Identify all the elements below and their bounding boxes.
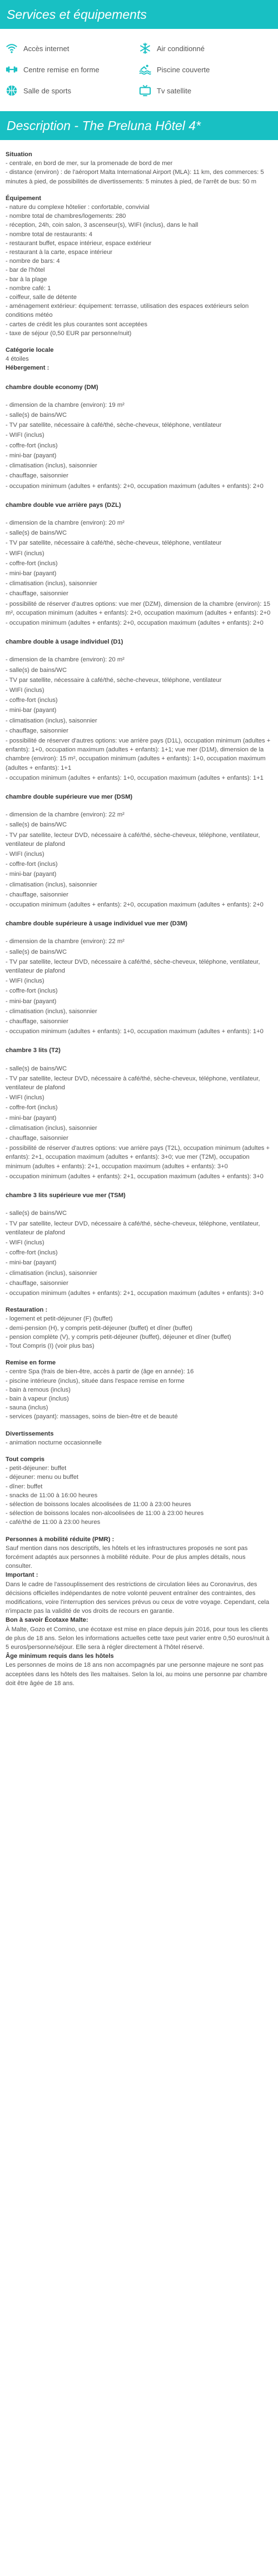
description-title: Description - The Preluna Hôtel 4* (7, 118, 201, 133)
list-item: - restaurant buffet, espace intérieur, espace extérieur (6, 240, 152, 247)
room-title: chambre double à usage individuel (D1) (6, 639, 123, 646)
room-features (6, 519, 272, 627)
section-title: Remise en forme (6, 1359, 56, 1367)
room-features (6, 937, 272, 1036)
list-item: - mini-bar (payant) (6, 998, 57, 1005)
room-title: chambre double supérieure vue mer (DSM) (6, 793, 133, 800)
amenity-internet (6, 42, 139, 54)
list-item: - occupation minimum (adultes + enfants): 1+0, occupation maximum (adultes + enfants): 1+0 (6, 1028, 264, 1035)
amenity-label: Accès internet (23, 44, 70, 53)
list-item: - animation nocturne occasionnelle (6, 1439, 102, 1446)
list-item: - bar de l'hôtel (6, 267, 45, 274)
list-item: - TV par satellite, nécessaire à café/thé, sèche-cheveux, téléphone, ventilateur (6, 540, 222, 547)
line-list (6, 1464, 272, 1527)
list-item: - climatisation (inclus), saisonnier (6, 1124, 97, 1132)
list-item: - café/thé de 11:00 à 23:00 heures (6, 1519, 101, 1526)
amenity-label: Centre remise en forme (23, 65, 100, 74)
list-item: - dimension de la chambre (environ): 20 m² (6, 656, 125, 664)
list-item: - bar à la plage (6, 276, 47, 283)
rooms-list (6, 383, 272, 1298)
line-list (6, 1367, 272, 1421)
list-item: - coffre-fort (inclus) (6, 1249, 58, 1257)
list-item: - WIFI (inclus) (6, 978, 44, 985)
amenity-tv (139, 84, 272, 97)
list-item: - occupation minimum (adultes + enfants): 1+0, occupation maximum (adultes + enfants): 1+1 (6, 774, 264, 781)
amenity-fitness (6, 63, 139, 76)
list-item: - centre Spa (frais de bien-être, accès à partir de (âge en année): 16 (6, 1368, 194, 1376)
services-header (0, 0, 278, 29)
list-item: - TV par satellite, nécessaire à café/thé, sèche-cheveux, téléphone, ventilateur (6, 422, 222, 429)
section-title: Bon à savoir Écotaxe Malte: (6, 1617, 88, 1624)
room-title: chambre double supérieure à usage individuel vue mer (D3M) (6, 920, 188, 928)
wifi-icon (6, 42, 18, 54)
list-item: - WIFI (inclus) (6, 686, 44, 694)
section-title: Âge minimum requis dans les hôtels (6, 1653, 114, 1660)
list-item: - restaurant à la carte, espace intérieur (6, 249, 113, 256)
list-item: - dîner: buffet (6, 1483, 43, 1490)
room-features (6, 401, 272, 491)
list-item: - TV par satellite, lecteur DVD, nécessaire à café/thé, sèche-cheveux, téléphone, ventilateur, ventilateur de plafond (6, 958, 260, 975)
list-item: - TV par satellite, nécessaire à café/thé, sèche-cheveux, téléphone, ventilateur (6, 676, 222, 684)
category-value: 4 étoiles (6, 356, 29, 363)
list-item: - pension complète (V), y compris petit-déjeuner (buffet), déjeuner et dîner (buffet) (6, 1333, 231, 1341)
section-title: Important : (6, 1572, 38, 1579)
amenity-label: Tv satellite (157, 86, 192, 95)
line-list (6, 1438, 272, 1447)
list-item: - distance (environ) : de l'aéroport Malta International Airport (MLA): 11 km, des commerces: 5 minutes à pied, de possibilités de divertissements: 5 minutes à pied, de l'arrêt de bus: 50 m (6, 169, 264, 185)
list-item: - taxe de séjour (0,50 EUR par personne/nuit) (6, 330, 132, 337)
amenity-label: Salle de sports (23, 86, 71, 95)
room-title: chambre 3 lits supérieure vue mer (TSM) (6, 1192, 126, 1199)
list-item: - mini-bar (payant) (6, 871, 57, 878)
list-item: - salle(s) de bains/WC (6, 948, 67, 955)
list-item: - coffre-fort (inclus) (6, 560, 58, 567)
list-item: - snacks de 11:00 à 16:00 heures (6, 1492, 98, 1499)
description-header (0, 111, 278, 140)
section-pmr (6, 1535, 272, 1688)
list-item: - piscine intérieure (inclus), située dans l'espace remise en forme (6, 1377, 185, 1384)
list-item: - salle(s) de bains/WC (6, 1210, 67, 1217)
list-item: - possibilité de réserver d'autres options: vue arrière pays (T2L), occupation minimum (adultes + enfants): 2+1, occupation maximum (adultes + enfants): 3+0; vue mer (T2M), occupation minimum (adultes + enfants): 2+1, occupation maximum (adultes + enfants): 3+0 (6, 1145, 270, 1170)
section-title: Équipement (6, 195, 42, 202)
amenity-sports (6, 84, 139, 97)
list-item: - TV par satellite, lecteur DVD, nécessaire à café/thé, sèche-cheveux, téléphone, ventilateur, ventilateur de plafond (6, 831, 260, 848)
room-block (6, 919, 272, 1036)
list-item: - occupation minimum (adultes + enfants): 2+0, occupation maximum (adultes + enfants): 2+0 (6, 482, 264, 490)
list-item: - chauffage, saisonnier (6, 1279, 68, 1287)
pmr-text: Sauf mention dans nos descriptifs, les hôtels et les infrastructures proposés ne sont pas forcément adaptés aux personnes à mobilité réduite. Pour de plus amples détails, nous consulter. (6, 1544, 248, 1570)
list-item: - services (payant): massages, soins de bien-être et de beauté (6, 1413, 178, 1421)
ecotaxe-text: À Malte, Gozo et Comino, une écotaxe est mise en place depuis juin 2016, pour tous les clients de plus de 18 ans. Selon les informations actuelles cette taxe peut varier entre 0,50 euros/nuit à 5 euros/personne/séjour. Elle sera à régler directement à l'hôtel réservé. (6, 1626, 270, 1651)
list-item: - bain à remous (inclus) (6, 1386, 71, 1393)
list-item: - dimension de la chambre (environ): 19 m² (6, 401, 125, 408)
list-item: - climatisation (inclus), saisonnier (6, 462, 97, 470)
section-title: Hébergement : (6, 365, 49, 372)
line-list (6, 159, 272, 186)
list-item: - climatisation (inclus), saisonnier (6, 1008, 97, 1015)
section-title: Divertissements (6, 1430, 54, 1437)
list-item: - salle(s) de bains/WC (6, 530, 67, 537)
list-item: - bain à vapeur (inclus) (6, 1395, 69, 1402)
section-equipement (6, 194, 272, 338)
room-block (6, 1046, 272, 1181)
room-features (6, 655, 272, 783)
snowflake-icon (139, 42, 151, 54)
ball-icon (6, 84, 18, 97)
list-item: - climatisation (inclus), saisonnier (6, 881, 97, 888)
list-item: - salle(s) de bains/WC (6, 412, 67, 419)
list-item: - mini-bar (payant) (6, 1259, 57, 1267)
pool-icon (139, 63, 151, 76)
important-text: Dans le cadre de l'assouplissement des restrictions de circulation liées au Coronavirus, des décisions officielles indépendantes de notre volonté peuvent entraîner des contraintes, des modifications, voire l'interruption des services prévus ou ceux de votre voyage. Cependant, cela n'impacte pas la validité de vos droits de recours en garantie. (6, 1581, 270, 1615)
list-item: - chauffage, saisonnier (6, 1135, 68, 1142)
line-list (6, 1314, 272, 1351)
section-title: Situation (6, 151, 32, 158)
list-item: - mini-bar (payant) (6, 707, 57, 714)
amenity-pool (139, 63, 272, 76)
list-item: - TV par satellite, lecteur DVD, nécessaire à café/thé, sèche-cheveux, téléphone, ventilateur, ventilateur de plafond (6, 1220, 260, 1236)
section-title: Personnes à mobilité réduite (PMR) : (6, 1536, 115, 1543)
description-body (0, 140, 278, 1705)
list-item: - sauna (inclus) (6, 1404, 48, 1412)
room-block (6, 793, 272, 909)
section-situation (6, 150, 272, 186)
list-item: - Tout Compris (I) (voir plus bas) (6, 1342, 95, 1349)
list-item: - salle(s) de bains/WC (6, 1065, 67, 1072)
room-block (6, 1191, 272, 1298)
section-title: Tout compris (6, 1456, 45, 1463)
list-item: - occupation minimum (adultes + enfants): 2+1, occupation maximum (adultes + enfants): 3+0 (6, 1289, 264, 1297)
list-item: - salle(s) de bains/WC (6, 821, 67, 829)
list-item: - coffre-fort (inclus) (6, 442, 58, 449)
list-item: - réception, 24h, coin salon, 3 ascenseur(s), WIFI (inclus), dans le hall (6, 222, 198, 229)
list-item: - demi-pension (H), y compris petit-déjeuner (buffet) et dîner (buffet) (6, 1324, 192, 1332)
list-item: - nombre café: 1 (6, 285, 51, 292)
list-item: - mini-bar (payant) (6, 452, 57, 459)
list-item: - occupation minimum (adultes + enfants): 2+0, occupation maximum (adultes + enfants): 2+0 (6, 619, 264, 626)
amenity-aircon (139, 42, 272, 54)
section-tout-compris (6, 1455, 272, 1527)
list-item: - coffre-fort (inclus) (6, 1104, 58, 1112)
section-remise-en-forme (6, 1358, 272, 1421)
room-title: chambre double economy (DM) (6, 383, 98, 391)
list-item: - déjeuner: menu ou buffet (6, 1474, 79, 1481)
list-item: - chauffage, saisonnier (6, 727, 68, 734)
room-features (6, 810, 272, 909)
list-item: - coiffeur, salle de détente (6, 294, 77, 301)
room-title: chambre double vue arrière pays (DZL) (6, 501, 121, 509)
list-item: - WIFI (inclus) (6, 550, 44, 557)
list-item: - mini-bar (payant) (6, 570, 57, 577)
list-item: - cartes de crédit les plus courantes sont acceptées (6, 321, 147, 328)
age-text: Les personnes de moins de 18 ans non accompagnés par une personne majeure ne sont pas acceptées dans les hôtels des îles maltaises. Selon la loi, au moins une personne par chambre doit être âgée de 18 ans. (6, 1662, 267, 1687)
list-item: - climatisation (inclus), saisonnier (6, 580, 97, 587)
section-divertissements (6, 1429, 272, 1447)
list-item: - climatisation (inclus), saisonnier (6, 1269, 97, 1277)
room-block (6, 383, 272, 491)
amenities-grid (0, 29, 278, 111)
amenity-label: Air conditionné (157, 44, 205, 53)
list-item: - nombre total de restaurants: 4 (6, 231, 93, 238)
list-item: - chauffage, saisonnier (6, 1018, 68, 1025)
list-item: - petit-déjeuner: buffet (6, 1465, 67, 1472)
services-title: Services et équipements (7, 7, 147, 22)
section-title: Catégorie locale (6, 347, 54, 354)
list-item: - nombre total de chambres/logements: 280 (6, 213, 126, 220)
list-item: - dimension de la chambre (environ): 22 m² (6, 811, 125, 819)
list-item: - sélection de boissons locales non-alcoolisées de 11:00 à 23:00 heures (6, 1510, 204, 1517)
list-item: - nombre de bars: 4 (6, 258, 60, 265)
list-item: - WIFI (inclus) (6, 1094, 44, 1102)
list-item: - nature du complexe hôtelier : confortable, convivial (6, 204, 150, 211)
list-item: - TV par satellite, lecteur DVD, nécessaire à café/thé, sèche-cheveux, téléphone, ventilateur, ventilateur de plafond (6, 1075, 260, 1092)
room-features (6, 1209, 272, 1298)
tv-icon (139, 84, 151, 97)
section-restauration (6, 1306, 272, 1351)
list-item: - coffre-fort (inclus) (6, 988, 58, 995)
list-item: - WIFI (inclus) (6, 851, 44, 858)
list-item: - WIFI (inclus) (6, 432, 44, 439)
room-features (6, 1064, 272, 1181)
list-item: - coffre-fort (inclus) (6, 697, 58, 704)
list-item: - aménagement extérieur: équipement: terrasse, utilisation des espaces extérieurs selon conditions météo (6, 303, 249, 319)
list-item: - climatisation (inclus), saisonnier (6, 717, 97, 724)
list-item: - salle(s) de bains/WC (6, 666, 67, 674)
list-item: - chauffage, saisonnier (6, 472, 68, 480)
dumbbell-icon (6, 63, 18, 76)
list-item: - occupation minimum (adultes + enfants): 2+0, occupation maximum (adultes + enfants): 2+0 (6, 901, 264, 909)
list-item: - possibilité de réserver d'autres options: vue mer (DZM), dimension de la chambre (environ): 15 m², occupation minimum (adultes + enfants): 2+0, occupation maximum (adultes + enfants): 2+0 (6, 600, 271, 616)
section-categorie (6, 346, 272, 373)
amenity-label: Piscine couverte (157, 65, 210, 74)
list-item: - WIFI (inclus) (6, 1239, 44, 1246)
section-title: Restauration : (6, 1307, 48, 1314)
list-item: - chauffage, saisonnier (6, 590, 68, 597)
list-item: - coffre-fort (inclus) (6, 861, 58, 868)
list-item: - mini-bar (payant) (6, 1114, 57, 1122)
list-item: - dimension de la chambre (environ): 22 m² (6, 938, 125, 945)
list-item: - occupation minimum (adultes + enfants): 2+1, occupation maximum (adultes + enfants): 3+0 (6, 1173, 264, 1180)
room-block (6, 501, 272, 627)
list-item: - chauffage, saisonnier (6, 891, 68, 898)
list-item: - sélection de boissons locales alcoolisées de 11:00 à 23:00 heures (6, 1501, 191, 1508)
list-item: - possibilité de réserver d'autres options: vue arrière pays (D1L), occupation minimum (adultes + enfants): 1+0, occupation maximum (adultes + enfants): 1+1; vue mer (D1M), dimension de la chambre (environ): 15 m², occupation minimum (adultes + enfants): 1+0, occupation maximum (adultes + enfants): 1+1 (6, 737, 271, 771)
list-item: - centrale, en bord de mer, sur la promenade de bord de mer (6, 160, 173, 167)
list-item: - logement et petit-déjeuner (F) (buffet) (6, 1316, 113, 1323)
room-block (6, 637, 272, 783)
list-item: - dimension de la chambre (environ): 20 m² (6, 519, 125, 526)
room-title: chambre 3 lits (T2) (6, 1047, 61, 1054)
line-list (6, 203, 272, 338)
